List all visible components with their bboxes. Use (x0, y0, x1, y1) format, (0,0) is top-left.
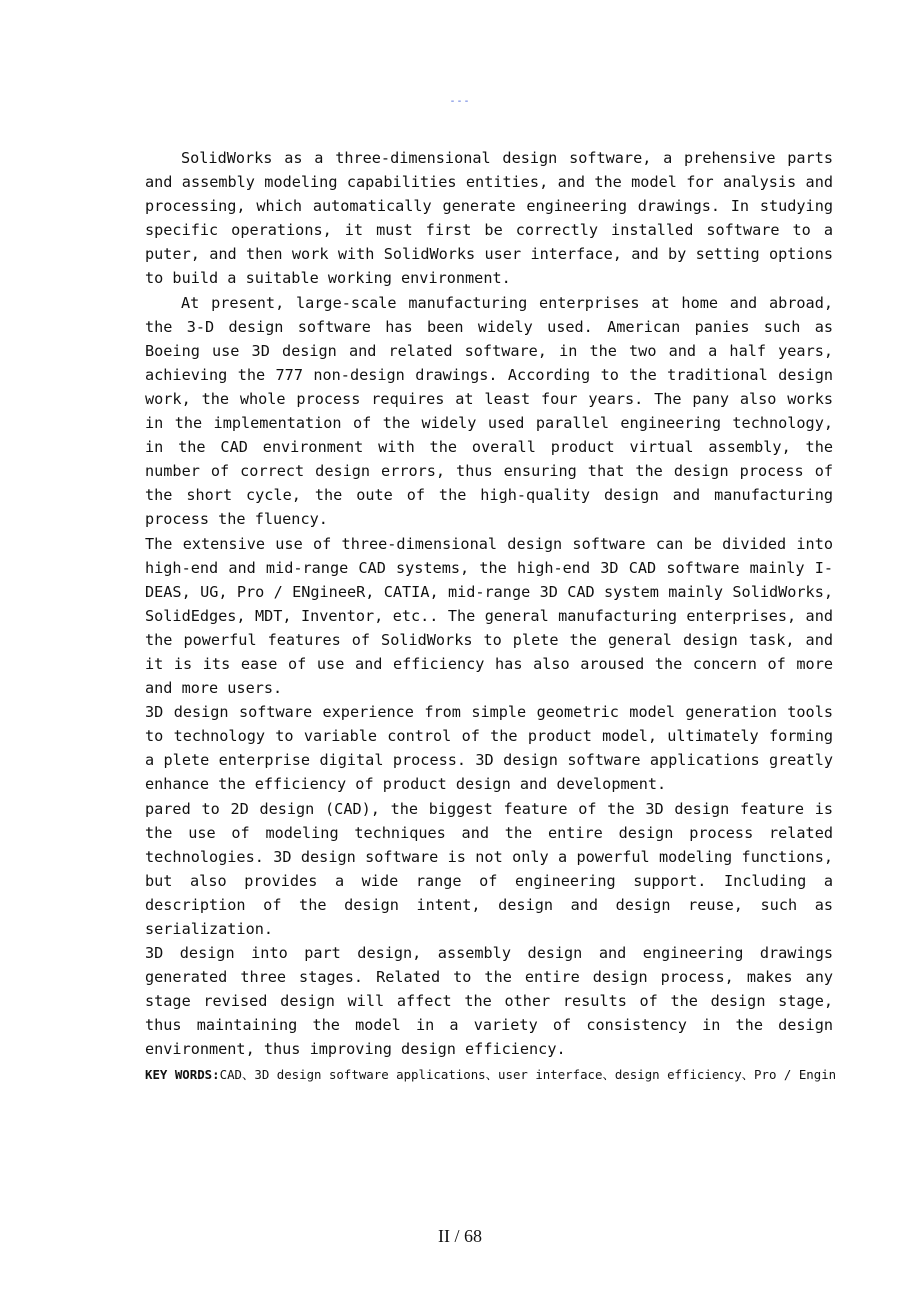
paragraph-1: SolidWorks as a three-dimensional design software, a prehensive parts and assembly modeling capabilities entities, and the model for analysis and processing, which automatically generate engineering drawings. In studying specific operations, it must first be correctly installed software to a puter, and then work with SolidWorks user interface, and by setting options to build a suitable working environment. (145, 149, 833, 288)
paragraph-4: 3D design software experience from simple geometric model generation tools to technology to variable control of the product model, ultimately forming a plete enterprise digital process. 3D design software applications greatly enhance the efficiency of product design and development. (145, 703, 833, 794)
paragraph-2: At present, large-scale manufacturing enterprises at home and abroad, the 3-D design software has been widely used. American panies such as Boeing use 3D design and related software, in the two and a half years, achieving the 777 non-design drawings. According to the traditional design work, the whole process requires at least four years. The pany also works in the implementation of the widely used parallel engineering technology, in the CAD environment with the overall product virtual assembly, the number of correct design errors, thus ensuring that the design process of the short cycle, the oute of the high-quality design and manufacturing process the fluency. (145, 293, 833, 529)
paragraph-3: The extensive use of three-dimensional design software can be divided into high-end and mid-range CAD systems, the high-end 3D CAD software mainly I-DEAS, UG, Pro / ENgineeR, CATIA, mid-range 3D CAD system mainly SolidWorks, SolidEdges, MDT, Inventor, etc.. The general manufacturing enterprises, and the powerful features of SolidWorks to plete the general design task, and it is its ease of use and efficiency has also aroused the concern of more and more users. (145, 534, 833, 698)
abstract-body (145, 146, 833, 1062)
keywords-label: KEY WORDS: (145, 1067, 220, 1082)
keywords-text: CAD、3D design software applications、user interface、design efficiency、Pro / Engin (219, 1067, 837, 1082)
header-mark: --- (449, 96, 471, 107)
page-number: II / 68 (438, 1226, 482, 1246)
keywords-block (145, 1063, 845, 1087)
paragraph-5: pared to 2D design (CAD), the biggest feature of the 3D design feature is the use of modeling techniques and the entire design process related technologies. 3D design software is not only a powerful modeling functions, but also provides a wide range of engineering support. Including a description of the design intent, design and design reuse, such as serialization. (145, 799, 833, 938)
paragraph-6: 3D design into part design, assembly design and engineering drawings generated three stages. Related to the entire design process, makes any stage revised design will affect the other results of the design stage, thus maintaining the model in a variety of consistency in the design environment, thus improving design efficiency. (145, 944, 833, 1059)
